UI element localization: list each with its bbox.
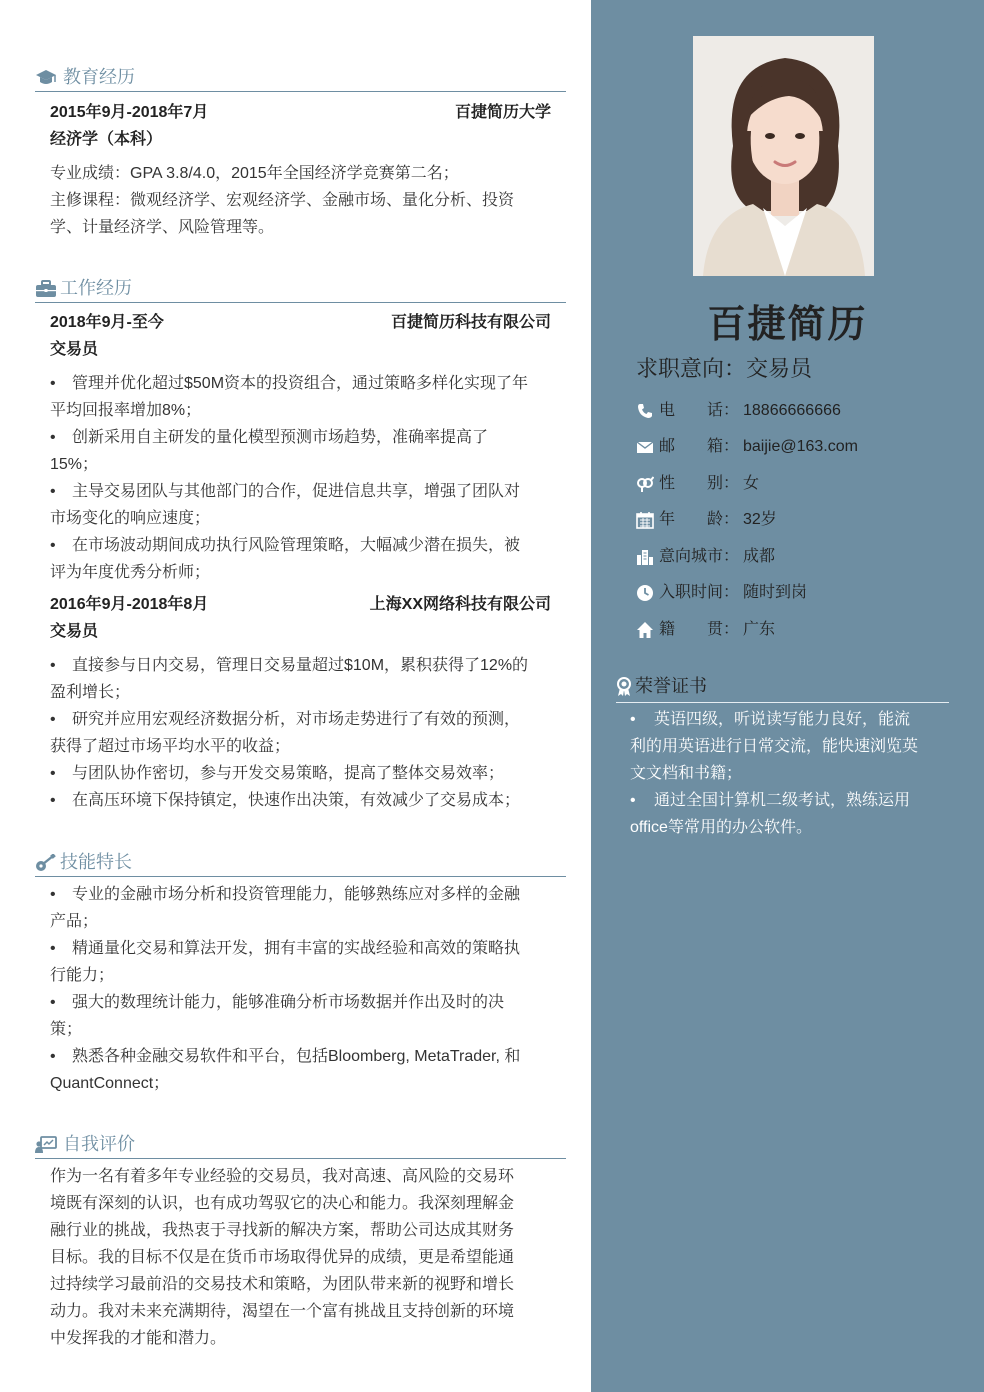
self-section-header	[35, 1133, 566, 1159]
work-title: 工作经历	[60, 278, 132, 298]
guitar-icon	[35, 854, 57, 872]
skill-bullet: • 专业的金融市场分析和投资管理能力，能够熟练应对多样的金融 产品；	[50, 886, 521, 930]
skill-bullet: • 熟悉各种金融交易软件和平台，包括Bloomberg, MetaTrader, 和 QuantConnect；	[50, 1048, 521, 1092]
skills-section-header	[35, 851, 566, 877]
skill-bullet: • 强大的数理统计能力，能够准确分析市场数据并作出及时的决 策；	[50, 994, 505, 1038]
gender-icon	[636, 475, 654, 493]
job-bullet: • 研究并应用宏观经济数据分析，对市场走势进行了有效的预测， 获得了超过市场平均水平的收益；	[50, 711, 521, 755]
job-role: 交易员	[50, 623, 99, 640]
city-icon	[636, 548, 654, 566]
job-bullet: • 在市场波动期间成功执行风险管理策略，大幅减少潜在损失，被 评为年度优秀分析师；	[50, 537, 521, 581]
mail-icon	[636, 438, 654, 456]
education-major: 经济学（本科）	[50, 131, 163, 148]
education-period: 2015年9月-2018年7月	[50, 104, 209, 121]
self-line: 境既有深刻的认识，也有成功驾驭它的决心和能力。我深刻理解金	[50, 1195, 515, 1212]
job-intent: 求职意向：交易员	[636, 356, 813, 381]
job-period: 2018年9月-至今	[50, 314, 164, 331]
honor-bullet: • 通过全国计算机二级考试，熟练运用 office等常用的办公软件。	[630, 792, 911, 836]
clock-icon	[636, 584, 654, 602]
work-section-header	[35, 277, 566, 303]
graduation-cap-icon	[35, 69, 57, 87]
honors-section-header	[616, 673, 949, 703]
self-line: 动力。我对未来充满期待，渴望在一个富有挑战且支持创新的环境	[50, 1303, 515, 1320]
self-line: 作为一名有着多年专业经验的交易员，我对高速、高风险的交易环	[50, 1168, 515, 1185]
self-line: 目标。我的目标不仅是在货币市场取得优异的成绩，更是希望能通	[50, 1249, 515, 1266]
job-bullet: • 在高压环境下保持镇定，快速作出决策，有效减少了交易成本；	[50, 792, 521, 809]
education-school: 百捷简历大学	[454, 104, 551, 121]
honor-bullet: • 英语四级，听说读写能力良好，能流 利的用英语进行日常交流，能快速浏览英 文文档和书籍；	[630, 711, 919, 782]
job-bullet: • 直接参与日内交易，管理日交易量超过$10M，累积获得了12%的 盈利增长；	[50, 657, 529, 701]
candidate-name: 百捷简历	[707, 304, 868, 346]
education-line: 学、计量经济学、风险管理等。	[50, 219, 275, 236]
education-line: 专业成绩：GPA 3.8/4.0，2015年全国经济学竞赛第二名；	[50, 165, 459, 182]
self-line: 融行业的挑战，我热衷于寻找新的解决方案，帮助公司达成其财务	[50, 1222, 515, 1239]
education-title: 教育经历	[63, 67, 135, 87]
profile-photo	[693, 36, 874, 276]
job-company: 上海XX网络科技有限公司	[369, 596, 551, 613]
calendar-icon	[636, 511, 654, 529]
job-company: 百捷简历科技有限公司	[390, 314, 551, 331]
honors-title: 荣誉证书	[635, 676, 707, 696]
education-section-header	[35, 66, 566, 92]
home-icon	[636, 621, 654, 639]
briefcase-icon	[35, 280, 57, 298]
self-line: 过持续学习最前沿的交易技术和策略，为团队带来新的视野和增长	[50, 1276, 515, 1293]
job-bullet: • 管理并优化超过$50M资本的投资组合，通过策略多样化实现了年 平均回报率增加8%；	[50, 375, 529, 419]
presentation-icon	[35, 1136, 57, 1154]
skill-bullet: • 精通量化交易和算法开发，拥有丰富的实战经验和高效的策略执 行能力；	[50, 940, 521, 984]
job-bullet: • 创新采用自主研发的量化模型预测市场趋势，准确率提高了 15%；	[50, 429, 489, 473]
job-role: 交易员	[50, 341, 99, 358]
self-line: 中发挥我的才能和潜力。	[50, 1330, 227, 1347]
phone-icon	[636, 402, 654, 420]
award-icon	[616, 677, 632, 697]
education-line: 主修课程：微观经济学、宏观经济学、金融市场、量化分析、投资	[50, 192, 515, 209]
skills-title: 技能特长	[60, 852, 132, 872]
job-bullet: • 主导交易团队与其他部门的合作，促进信息共享，增强了团队对 市场变化的响应速度；	[50, 483, 521, 527]
job-bullet: • 与团队协作密切，参与开发交易策略，提高了整体交易效率；	[50, 765, 505, 782]
self-title: 自我评价	[63, 1134, 135, 1154]
job-period: 2016年9月-2018年8月	[50, 596, 209, 613]
